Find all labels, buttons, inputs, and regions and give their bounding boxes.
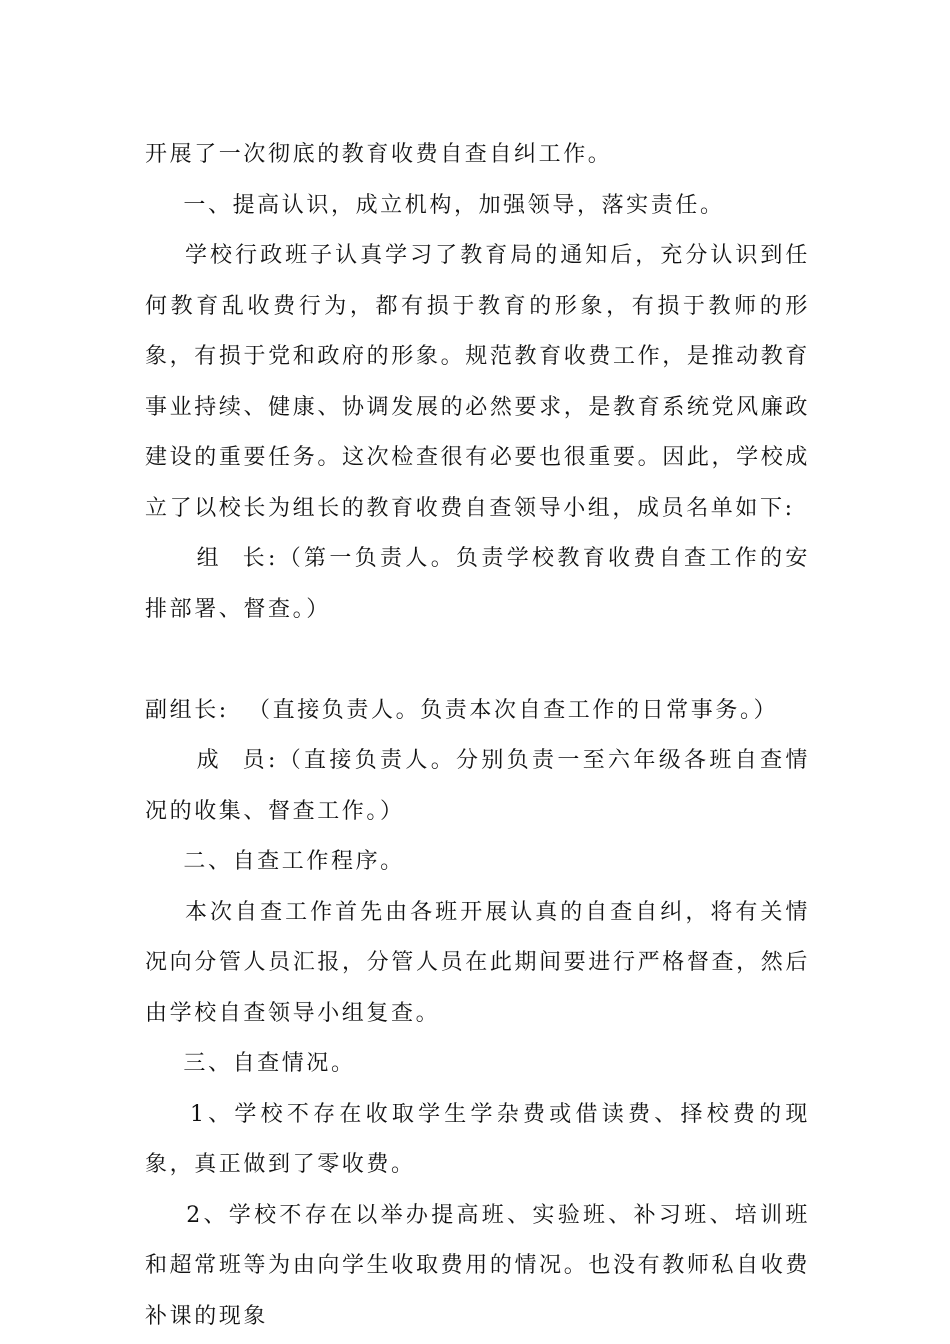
section-heading-1: 一、提高认识，成立机构，加强领导，落实责任。	[145, 192, 725, 218]
document-body	[145, 130, 810, 1342]
paragraph-awareness: 学校行政班子认真学习了教育局的通知后，充分认识到任何教育乱收费行为，都有损于教育的形象，有损于教师的形象，有损于党和政府的形象。规范教育收费工作，是推动教育事业持续、健康、协调发展的必然要求，是教育系统党风廉政建设的重要任务。这次检查很有必要也很重要。因此，学校成立了以校长为组长的教育收费自查领导小组，成员名单如下:	[145, 243, 810, 521]
section-heading-3: 三、自查情况。	[145, 1051, 356, 1076]
member-leader: 组 长:（第一负责人。负责学校教育收费自查工作的安排部署、督查。）	[145, 546, 810, 622]
paragraph-intro-tail: 开展了一次彻底的教育收费自查自纠工作。	[145, 142, 613, 167]
finding-item-1: 1、学校不存在收取学生学杂费或借读费、择校费的现象，真正做到了零收费。	[145, 1101, 811, 1177]
finding-item-2: 2、学校不存在以举办提高班、实验班、补习班、培训班和超常班等为由向学生收取费用的情况。也没有教师私自收费补课的现象	[145, 1202, 811, 1329]
paragraph-procedure: 本次自查工作首先由各班开展认真的自查自纠，将有关情况向分管人员汇报，分管人员在此期间要进行严格督查，然后由学校自查领导小组复查。	[145, 899, 810, 1026]
section-heading-2: 二、自查工作程序。	[145, 849, 405, 874]
member-staff: 成 员:（直接负责人。分别负责一至六年级各班自查情况的收集、督查工作。）	[145, 748, 810, 824]
member-deputy: 副组长: （直接负责人。负责本次自查工作的日常事务。）	[145, 647, 779, 723]
